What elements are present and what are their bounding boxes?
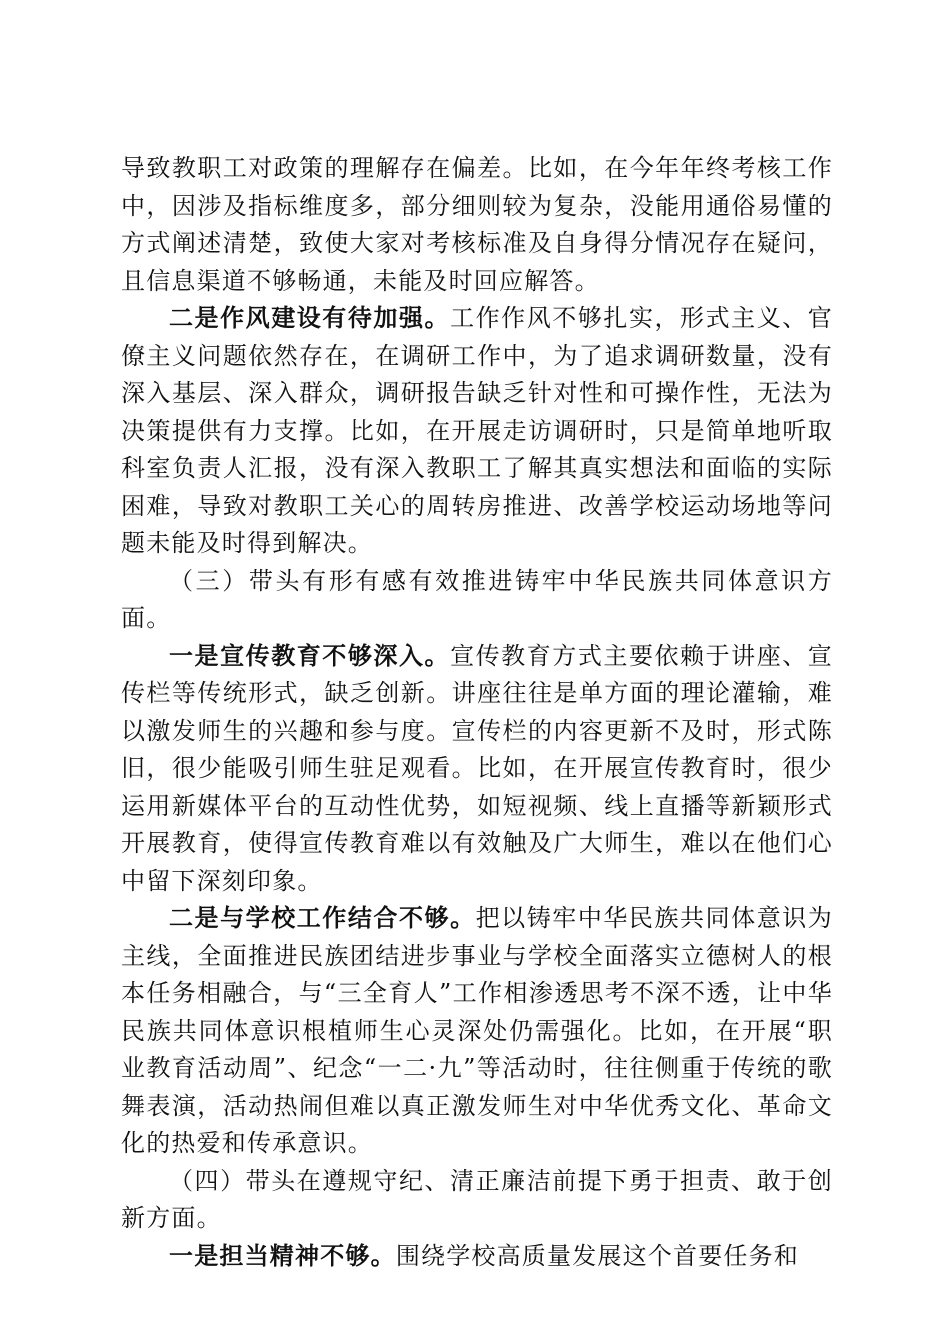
paragraph-text: 工作作风不够扎实，形式主义、官僚主义问题依然存在，在调研工作中，为了追求调研数量，没有深入基层、深入群众，调研报告缺乏针对性和可操作性，无法为决策提供有力支撑。比如，在开展走访调研时，只是简单地听取科室负责人汇报，没有深入教职工了解其真实想法和面临的实际困难，导致对教职工关心的周转房推进、改善学校运动场地等问题未能及时得到解决。 — [121, 304, 834, 557]
paragraph-policy-understanding — [121, 150, 833, 300]
document-body — [121, 150, 833, 1275]
paragraph-lead: 一是担当精神不够。 — [169, 1241, 396, 1270]
paragraph-school-integration — [121, 900, 833, 1163]
section-heading-text: （三）带头有形有感有效推进铸牢中华民族共同体意识方面。 — [121, 566, 833, 632]
paragraph-lead: 二是作风建设有待加强。 — [169, 304, 451, 332]
paragraph-text: 围绕学校高质量发展这个首要任务和 — [395, 1241, 800, 1270]
paragraph-text: 导致教职工对政策的理解存在偏差。比如，在今年年终考核工作中，因涉及指标维度多，部分细则较为复杂，没能用通俗易懂的方式阐述清楚，致使大家对考核标准及自身得分情况存在疑问，且信息渠道不够畅通，未能及时回应解答。 — [121, 154, 833, 295]
paragraph-text: 宣传教育方式主要依赖于讲座、宣传栏等传统形式，缺乏创新。讲座往往是单方面的理论灌输，难以激发师生的兴趣和参与度。宣传栏的内容更新不及时，形式陈旧，很少能吸引师生驻足观看。比如，在开展宣传教育时，很少运用新媒体平台的互动性优势，如短视频、线上直播等新颖形式开展教育，使得宣传教育难以有效触及广大师生，难以在他们心中留下深刻印象。 — [121, 641, 834, 895]
section-heading-3 — [121, 563, 833, 638]
section-heading-text: （四）带头在遵规守纪、清正廉洁前提下勇于担责、敢于创新方面。 — [121, 1166, 833, 1232]
paragraph-responsibility — [121, 1238, 833, 1276]
paragraph-lead: 二是与学校工作结合不够。 — [169, 904, 476, 932]
paragraph-lead: 一是宣传教育不够深入。 — [169, 641, 451, 670]
paragraph-work-style — [121, 300, 833, 563]
paragraph-publicity-education — [121, 638, 833, 901]
section-heading-4 — [121, 1163, 833, 1238]
paragraph-text: 把以铸牢中华民族共同体意识为主线，全面推进民族团结进步事业与学校全面落实立德树人的根本任务相融合，与“三全育人”工作相渗透思考不深不透，让中华民族共同体意识根植师生心灵深处仍需强化。比如，在开展“职业教育活动周”、纪念“一二·九”等活动时，往往侧重于传统的歌舞表演，活动热闹但难以真正激发师生对中华优秀文化、革命文化的热爱和传承意识。 — [121, 904, 833, 1157]
